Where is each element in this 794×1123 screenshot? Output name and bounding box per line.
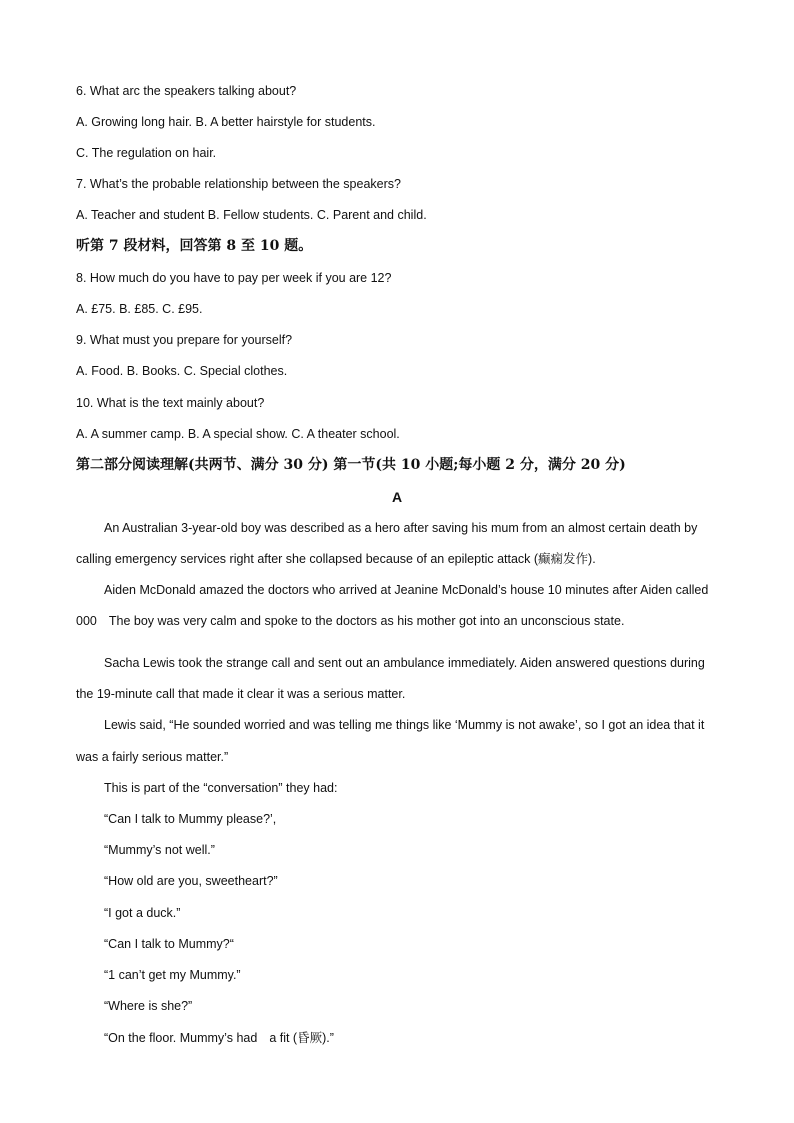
question-9-options: A. Food. B. Books. C. Special clothes. — [76, 364, 288, 378]
question-8: 8. How much do you have to pay per week if you are 12? — [76, 271, 392, 285]
dialogue-line: “Can I talk to Mummy?“ — [104, 937, 234, 951]
dialogue-last-line-part1: “On the floor. Mummy’s had — [104, 1031, 258, 1045]
passage-p1-line2: calling emergency services right after she collapsed because of an epileptic attack (癫痫发作). — [76, 552, 596, 566]
part2-heading: 第二部分阅读理解(共两节、满分 30 分) 第一节(共 10 小题;每小题 2 分，满分 20 分) — [76, 457, 626, 473]
question-8-options: A. £75. B. £85. C. £95. — [76, 302, 203, 316]
passage-p2-line2 — [76, 612, 736, 630]
passage-p2-line1: Aiden McDonald amazed the doctors who arrived at Jeanine McDonald’s house 10 minutes after Aiden called — [104, 583, 709, 597]
passage-p2-text: The boy was very calm and spoke to the doctors as his mother got into an unconscious state. — [108, 614, 625, 628]
passage-p3-line2: the 19-minute call that made it clear it was a serious matter. — [76, 687, 406, 701]
question-6-option-c: C. The regulation on hair. — [76, 146, 217, 160]
question-6: 6. What arc the speakers talking about? — [76, 84, 297, 98]
dialogue-last-line — [104, 1029, 736, 1047]
dialogue-line: “Can I talk to Mummy please?’, — [104, 812, 277, 826]
passage-p2-number: 000 — [76, 614, 97, 628]
question-10-options: A. A summer camp. B. A special show. C. A theater school. — [76, 427, 400, 441]
section-7-heading: 听第 7 段材料，回答第 8 至 10 题。 — [76, 238, 313, 254]
question-9: 9. What must you prepare for yourself? — [76, 333, 293, 347]
dialogue-line: “I got a duck.” — [104, 906, 181, 920]
question-7: 7. What’s the probable relationship between the speakers? — [76, 177, 401, 191]
dialogue-line: “1 can’t get my Mummy.” — [104, 968, 241, 982]
question-6-options-ab: A. Growing long hair. B. A better hairstyle for students. — [76, 115, 376, 129]
dialogue-last-line-part2: a fit (昏厥).” — [269, 1031, 334, 1045]
question-7-options: A. Teacher and student B. Fellow students. C. Parent and child. — [76, 208, 427, 222]
passage-p5: This is part of the “conversation” they had: — [104, 781, 338, 795]
dialogue-line: “Mummy’s not well.” — [104, 843, 215, 857]
passage-p3-line1: Sacha Lewis took the strange call and sent out an ambulance immediately. Aiden answered questions during — [104, 656, 705, 670]
passage-label: A — [391, 489, 403, 505]
passage-p4-line2: was a fairly serious matter.” — [76, 750, 229, 764]
question-10: 10. What is the text mainly about? — [76, 396, 265, 410]
passage-p1-line1: An Australian 3-year-old boy was described as a hero after saving his mum from an almost certain death by — [104, 521, 698, 535]
dialogue-line: “How old are you, sweetheart?” — [104, 874, 278, 888]
passage-p4-line1: Lewis said, “He sounded worried and was telling me things like ‘Mummy is not awake’, so I got an idea that it — [104, 718, 705, 732]
dialogue-line: “Where is she?” — [104, 999, 193, 1013]
